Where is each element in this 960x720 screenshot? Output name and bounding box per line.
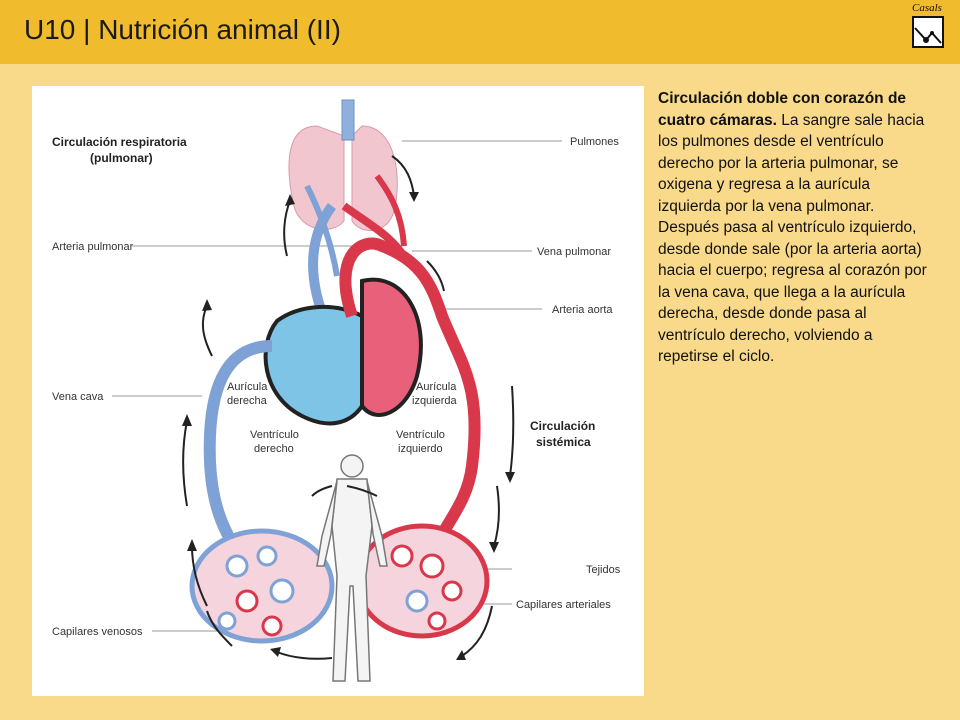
label-vena-cava: Vena cava	[52, 391, 104, 403]
description-body: La sangre sale hacia los pulmones desde el ventrículo derecho por la arteria pulmonar, se oxigena y regresa a la aurícula izquierda por la vena pulmonar. Después pasa al ventrículo izquierdo, desde donde sale (por la arteria aorta) hacia el cuerpo; regresa al corazón por la vena cava, que llega a la aurícula derecha, desde donde pasa al ventrículo derecho, volviendo a repetirse el ciclo.	[658, 111, 927, 365]
label-circ-sist-1: Circulación	[530, 419, 596, 433]
label-capilares-venosos: Capilares venosos	[52, 626, 143, 638]
label-arteria-aorta: Arteria aorta	[552, 304, 613, 316]
page-title: U10 | Nutrición animal (II)	[24, 14, 341, 45]
label-circ-resp-2: (pulmonar)	[90, 151, 153, 165]
label-auricula-izquierda-2: izquierda	[412, 395, 457, 407]
label-ventriculo-izquierdo-2: izquierdo	[398, 443, 443, 455]
header-bar	[0, 0, 960, 64]
brand-logo	[910, 2, 946, 52]
label-auricula-derecha-1: Aurícula	[227, 381, 268, 393]
lungs	[289, 100, 397, 231]
circulation-diagram	[32, 86, 644, 696]
label-vena-pulmonar: Vena pulmonar	[537, 246, 611, 258]
label-pulmones: Pulmones	[570, 136, 619, 148]
circulation-svg	[32, 86, 644, 696]
label-auricula-izquierda-1: Aurícula	[416, 381, 457, 393]
label-tejidos: Tejidos	[586, 564, 621, 576]
label-ventriculo-izquierdo-1: Ventrículo	[396, 429, 445, 441]
brand-chart-icon	[912, 16, 944, 48]
label-ventriculo-derecho-2: derecho	[254, 443, 294, 455]
label-circ-resp-1: Circulación respiratoria	[52, 135, 187, 149]
description-text	[658, 88, 930, 368]
label-arteria-pulmonar: Arteria pulmonar	[52, 241, 134, 253]
description-heading: Circulación doble con corazón de cuatro cámaras.	[658, 90, 907, 129]
label-ventriculo-derecho-1: Ventrículo	[250, 429, 299, 441]
brand-name: Casals	[912, 2, 942, 14]
label-capilares-arteriales: Capilares arteriales	[516, 599, 611, 611]
label-auricula-derecha-2: derecha	[227, 395, 267, 407]
label-circ-sist-2: sistémica	[536, 435, 591, 449]
